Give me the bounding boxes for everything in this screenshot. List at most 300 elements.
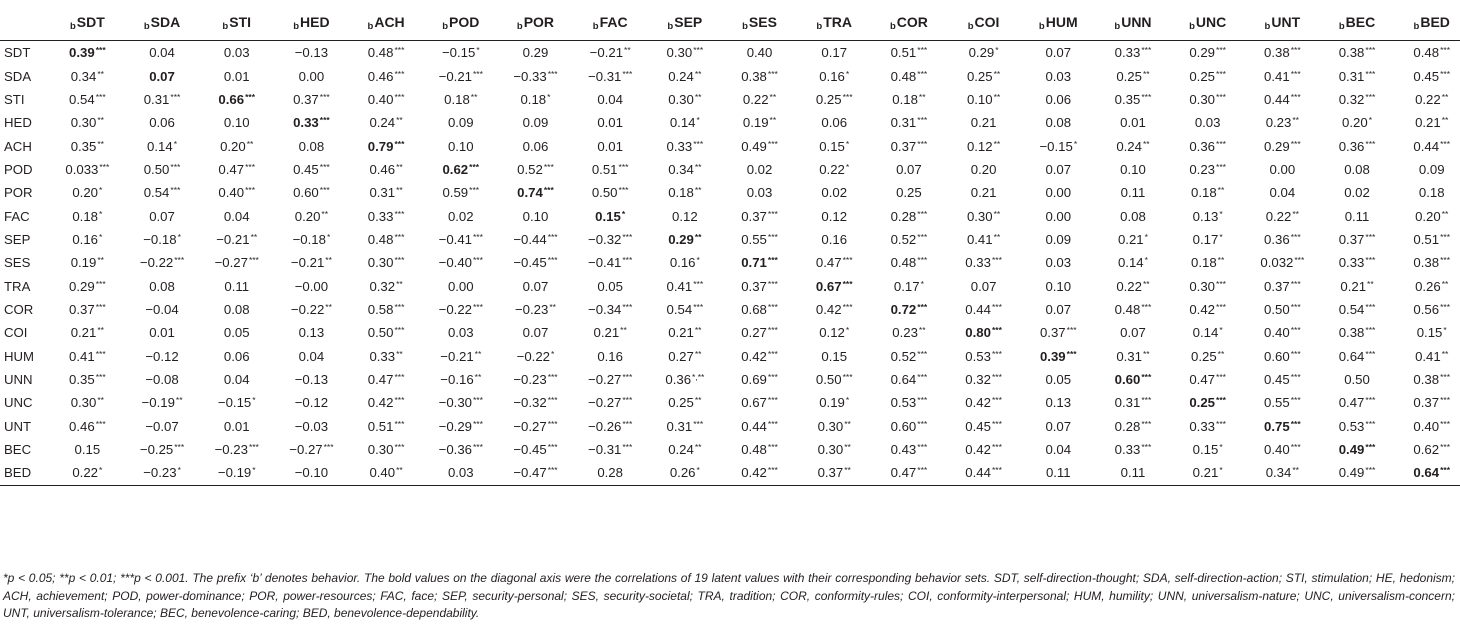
table-cell [722,438,797,461]
cell-value: 0.04 [597,91,623,107]
cell-value: 0.47 [218,161,245,177]
cell-value: −0.12 [145,348,179,364]
significance-stars: ** [1292,208,1299,219]
table-cell [423,181,498,204]
table-cell [50,111,125,134]
cell-value: 0.04 [1045,442,1072,458]
diagonal-cell [872,298,947,321]
cell-value: 0.50 [815,371,842,387]
table-cell [1170,251,1245,274]
table-cell [50,204,125,227]
cell-value: 0.33 [1338,255,1365,271]
cell-value: 0.10 [223,115,250,131]
behavior-prefix: b [742,21,748,32]
column-header-label: POD [449,14,480,30]
table-cell [498,134,573,157]
table-cell [722,88,797,111]
table-cell [797,204,872,227]
table-cell [722,274,797,297]
significance-stars: *** [767,301,778,312]
cell-value: 0.03 [447,325,474,341]
cell-value: −0.27 [513,418,547,434]
table-cell [797,88,872,111]
table-cell [50,228,125,251]
cell-value: −0.15 [217,395,252,411]
table-cell [349,64,424,87]
table-cell [498,415,573,438]
column-header-label: SDT [76,14,105,30]
significance-stars: ** [321,208,329,219]
significance-stars: *** [917,138,928,149]
significance-stars: ** [97,395,104,406]
cell-value: 0.08 [1045,115,1072,131]
cell-value: 0.47 [1338,395,1365,411]
cell-value: 0.38 [1413,371,1440,387]
table-cell [498,438,573,461]
table-cell [349,415,424,438]
column-header-sti [199,6,274,41]
cell-value: 0.01 [223,68,250,84]
table-cell [274,251,349,274]
table-cell [199,438,274,461]
significance-stars: *** [917,45,928,56]
cell-value: 0.41 [1264,68,1290,84]
table-cell [349,204,424,227]
cell-value: 0.31 [1338,68,1365,84]
cell-value: −0.25 [139,442,174,458]
significance-stars: * [845,161,850,172]
significance-stars: * [177,465,181,476]
cell-value: 0.66 [218,91,245,107]
table-row-sdt [0,41,1460,65]
cell-value: −0.23 [513,371,547,387]
cell-value: 0.00 [1045,208,1072,224]
row-label: HUM [4,348,35,364]
cell-value: 0.49 [1338,442,1365,458]
cell-value: 0.11 [1045,465,1071,481]
table-cell [125,391,200,414]
cell-value: 0.34 [70,68,97,84]
cell-value: 0.40 [369,465,396,481]
table-cell [648,41,723,65]
cell-value: 0.033 [65,161,99,177]
cell-value: 0.48 [367,45,394,61]
significance-stars: *** [622,255,633,266]
table-cell [1394,134,1460,157]
significance-stars: *** [1365,231,1376,242]
row-label: UNN [4,371,33,387]
cell-value: 0.44 [741,418,767,434]
table-cell [797,228,872,251]
significance-stars: *** [1365,68,1376,79]
cell-value: 0.00 [447,278,474,294]
table-cell [722,134,797,157]
significance-stars: *** [622,418,633,429]
cell-value: 0.02 [821,185,848,201]
cell-value: −0.31 [588,68,622,84]
cell-value: 0.07 [149,68,175,84]
table-cell [872,111,947,134]
significance-stars: ** [250,231,258,242]
significance-stars: *** [917,442,928,453]
table-row-pod [0,158,1460,181]
table-cell [498,204,573,227]
cell-value: 0.51 [1413,231,1440,247]
significance-stars: *** [95,371,106,382]
significance-stars: *** [1216,68,1226,79]
table-cell [648,415,723,438]
table-cell [1021,391,1096,414]
table-cell [274,88,349,111]
cell-value: 0.44 [965,301,991,317]
column-header-unc [1170,6,1245,41]
table-cell [423,321,498,344]
cell-value: 0.35 [70,138,97,154]
table-cell [50,134,125,157]
significance-stars: ** [694,348,702,359]
cell-value: 0.34 [1265,465,1292,481]
table-cell [1394,274,1460,297]
table-row-hed [0,111,1460,134]
table-cell [274,64,349,87]
significance-stars: * [1219,325,1223,336]
cell-value: 0.22 [72,465,99,481]
table-cell [1096,391,1171,414]
cell-value: 0.10 [447,138,474,154]
cell-value: 0.30 [1189,278,1216,294]
cell-value: 0.06 [223,348,250,364]
cell-value: 0.22 [1265,208,1292,224]
table-cell [1320,228,1395,251]
cell-value: 0.04 [149,45,175,61]
column-header-label: BEC [1345,14,1376,30]
cell-value: 0.07 [1045,161,1072,177]
significance-stars: ** [1441,278,1449,289]
significance-stars: *** [767,138,778,149]
table-cell [498,391,573,414]
behavior-prefix: b [1264,21,1271,32]
cell-value: 0.54 [1338,301,1365,317]
cell-value: 0.50 [1344,371,1370,387]
significance-stars: * [995,45,999,56]
table-cell [1170,134,1245,157]
significance-stars: ** [694,185,702,196]
table-cell [1096,204,1171,227]
cell-value: 0.10 [1045,278,1072,294]
table-cell [946,415,1021,438]
behavior-prefix: b [967,21,974,32]
cell-value: 0.35 [69,371,95,387]
table-cell [1096,158,1171,181]
significance-stars: ** [396,348,403,359]
diagonal-cell [274,111,349,134]
significance-stars: ** [474,348,482,359]
table-cell [1021,461,1096,485]
significance-stars: *** [1290,231,1301,242]
cell-value: −0.27 [214,255,248,271]
cell-value: 0.49 [1338,465,1365,481]
significance-stars: * [1368,115,1373,126]
table-row-hum [0,344,1460,367]
table-cell [648,158,723,181]
cell-value: 0.49 [741,138,767,154]
table-cell [274,298,349,321]
cell-value: 0.21 [593,325,620,341]
table-cell [797,134,872,157]
table-row-cor [0,298,1460,321]
significance-stars: * [845,138,850,149]
cell-value: 0.23 [1265,115,1292,131]
table-cell [648,181,723,204]
table-cell [1394,321,1460,344]
cell-value: 0.30 [70,115,97,131]
significance-stars: *** [469,185,480,196]
cell-value: 0.38 [1264,45,1290,61]
significance-stars: *** [394,255,405,266]
cell-value: 0.08 [223,301,250,317]
cell-value: 0.44 [965,465,991,481]
row-label: HED [4,115,32,131]
diagonal-cell [1320,438,1395,461]
cell-value: 0.25 [1116,68,1142,84]
table-cell [199,344,274,367]
cell-value: 0.37 [1039,325,1066,341]
significance-stars: *** [245,91,256,102]
significance-stars: *** [1365,91,1376,102]
table-cell [722,321,797,344]
column-header-label: UNC [1195,14,1227,30]
cell-value: 0.39 [1039,348,1066,364]
significance-stars: *** [394,68,405,79]
cell-value: 0.50 [367,325,394,341]
cell-value: 0.12 [819,325,845,341]
significance-stars: *** [622,301,633,312]
table-cell [946,41,1021,65]
cell-value: 0.36 [1189,138,1216,154]
cell-value: 0.20 [970,161,997,177]
table-cell [1245,64,1320,87]
table-cell [722,391,797,414]
cell-value: 0.50 [591,185,618,201]
column-header-label: HED [300,14,330,30]
cell-value: 0.03 [746,185,773,201]
cell-value: 0.07 [522,278,549,294]
table-cell [274,415,349,438]
cell-value: 0.28 [890,208,917,224]
significance-stars: *** [767,208,778,219]
table-cell [199,64,274,87]
cell-value: −0.19 [141,395,175,411]
cell-value: 0.38 [1338,45,1365,61]
table-cell [1394,438,1460,461]
cell-value: 0.48 [890,255,917,271]
table-cell [872,88,947,111]
cell-value: 0.31 [666,418,693,434]
significance-stars: *** [547,68,558,79]
table-cell [1021,134,1096,157]
significance-stars: *** [248,442,259,453]
significance-stars: *** [547,442,558,453]
cell-value: 0.46 [367,68,394,84]
table-cell [1021,368,1096,391]
cell-value: 0.42 [965,442,991,458]
significance-stars: ** [1217,185,1225,196]
table-cell [1394,344,1460,367]
cell-value: 0.33 [369,348,396,364]
cell-value: 0.33 [1114,45,1141,61]
table-cell [1245,368,1320,391]
table-cell [573,344,648,367]
significance-stars: *** [95,418,106,429]
cell-value: −0.45 [513,255,547,271]
significance-stars: * [696,255,700,266]
row-label: FAC [4,208,30,224]
cell-value: 0.37 [1264,278,1290,294]
diagonal-cell [1245,415,1320,438]
table-cell [423,251,498,274]
cell-value: 0.08 [1120,208,1146,224]
cell-value: 0.05 [1045,371,1072,387]
table-cell [1021,181,1096,204]
cell-value: 0.48 [1114,301,1141,317]
significance-stars: *** [622,68,633,79]
table-header [0,6,1460,41]
cell-value: 0.41 [1415,348,1441,364]
significance-stars: *** [1216,161,1226,172]
cell-value: 0.27 [668,348,694,364]
table-cell [498,251,573,274]
table-cell [573,181,648,204]
cell-value: 0.43 [890,442,917,458]
cell-value: 0.29 [1264,138,1290,154]
cell-value: 0.53 [965,348,991,364]
significance-stars: *** [1365,325,1376,336]
table-cell [1021,298,1096,321]
significance-stars: *** [1290,348,1301,359]
cell-value: −0.21 [589,45,624,61]
table-cell [797,461,872,485]
column-header-fac [573,6,648,41]
table-cell [423,204,498,227]
significance-stars: *** [1216,418,1226,429]
table-cell [1170,368,1245,391]
column-header-label: SDA [150,14,181,30]
cell-value: 0.45 [1413,68,1440,84]
table-cell [1021,111,1096,134]
table-cell [648,391,723,414]
table-cell [125,251,200,274]
cell-value: 0.32 [1338,91,1365,107]
cell-value: −0.08 [145,371,179,387]
significance-stars: *** [1365,442,1376,453]
cell-value: −0.22 [516,348,550,364]
cell-value: −0.23 [514,301,549,317]
significance-stars: * [99,185,103,196]
table-body [0,41,1460,486]
table-cell [1394,228,1460,251]
table-cell [498,461,573,485]
cell-value: −0.27 [588,371,622,387]
table-row-fac [0,204,1460,227]
cell-value: 0.45 [965,418,991,434]
table-row-unn [0,368,1460,391]
significance-stars: *** [1440,442,1451,453]
significance-stars: *** [1294,255,1305,266]
cell-value: −0.21 [216,231,250,247]
significance-stars: *** [618,185,629,196]
table-footnote: *p < 0.05; **p < 0.01; ***p < 0.001. The prefix ‘b’ denotes behavior. The bold values on the diagonal axis were the correlations of 19 latent values with their corresponding behavior sets. SDT, self-direction-thought; SDA, self-direction-action; STI, stimulation; HE, hedonism; ACH, achievement; POD, power-dominance; POR, power-resources; FAC, face; SEP, security-personal; SES, security-societal; TRA, tradition; COR, conformity-rules; COI, conformity-interpersonal; HUM, humility; UNN, universalism-nature; UNC, universalism-concern; UNT, universalism-tolerance; BEC, benevolence-caring; BED, benevolence-dependability. [3,571,1455,620]
significance-stars: *** [1216,395,1226,406]
table-cell [872,438,947,461]
table-cell [872,368,947,391]
table-cell [423,415,498,438]
significance-stars: *** [95,278,106,289]
cell-value: 0.15 [74,442,101,458]
cell-value: 0.36 [665,371,692,387]
table-cell [125,274,200,297]
table-cell [199,368,274,391]
significance-stars: *** [1141,418,1152,429]
cell-value: 0.50 [1264,301,1290,317]
significance-stars: * [99,465,103,476]
behavior-prefix: b [516,21,523,32]
table-cell [274,228,349,251]
cell-value: 0.28 [597,465,623,481]
table-cell [797,181,872,204]
table-row-bec [0,438,1460,461]
significance-stars: ** [396,115,403,126]
table-cell [125,415,200,438]
cell-value: 0.34 [668,161,694,177]
table-cell [274,321,349,344]
cell-value: 0.09 [447,115,474,131]
significance-stars: *** [1365,138,1376,149]
cell-value: −0.21 [438,68,472,84]
table-cell [349,368,424,391]
table-cell [648,438,723,461]
table-cell [1170,181,1245,204]
table-cell [50,251,125,274]
cell-value: 0.06 [821,115,848,131]
table-cell [648,64,723,87]
cell-value: 0.47 [1189,371,1216,387]
significance-stars: *** [1290,278,1301,289]
significance-stars: ** [694,231,702,242]
significance-stars: *** [1216,371,1226,382]
table-cell [1245,88,1320,111]
significance-stars: *** [473,255,483,266]
table-row-ses [0,251,1460,274]
table-cell [1245,321,1320,344]
cell-value: 0.44 [1413,138,1440,154]
cell-value: 0.20 [220,138,246,154]
significance-stars: *,** [692,371,705,382]
cell-value: 0.31 [369,185,396,201]
table-cell [199,298,274,321]
cell-value: 0.68 [741,301,767,317]
cell-value: 0.19 [70,255,97,271]
cell-value: 0.25 [668,395,694,411]
table-cell [946,391,1021,414]
cell-value: −0.13 [294,371,329,387]
header-corner [0,6,50,41]
significance-stars: *** [1365,348,1376,359]
table-cell [199,158,274,181]
cell-value: −0.32 [513,395,547,411]
significance-stars: * [551,348,555,359]
significance-stars: *** [1365,255,1376,266]
table-cell [573,64,648,87]
